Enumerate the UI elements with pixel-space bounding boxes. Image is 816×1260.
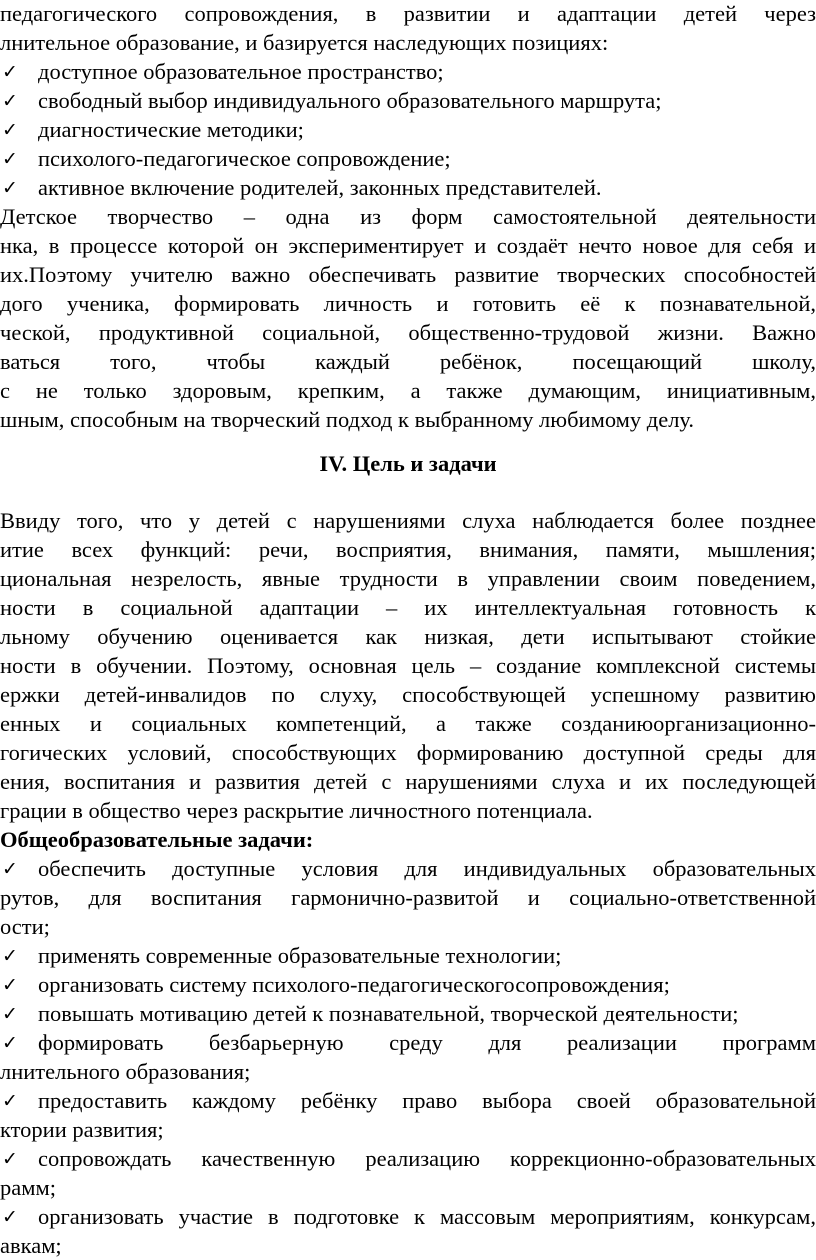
checkmark-icon: ✓	[2, 90, 18, 112]
paragraph-line: гогических условий, способствующих формированию доступной среды для	[0, 740, 816, 765]
paragraph-line: Детское творчество – одна из форм самостоятельной деятельности	[0, 204, 816, 229]
paragraph-line: льному обучению оценивается как низкая, дети испытывают стойкие	[0, 624, 816, 649]
paragraph-line: дого ученика, формировать личность и готовить её к познавательной,	[0, 291, 816, 316]
checkmark-icon: ✓	[2, 1032, 18, 1054]
list-item-continuation: рамм;	[0, 1175, 56, 1200]
paragraph-line: енных и социальных компетенций, а также созданиюорганизационно-	[0, 711, 816, 736]
paragraph-line: их.Поэтому учителю важно обеспечивать развитие творческих способностей	[0, 262, 816, 287]
paragraph-line: циональная незрелость, явные трудности в управлении своим поведением,	[0, 566, 816, 591]
checkmark-icon: ✓	[2, 1003, 18, 1025]
checkmark-icon: ✓	[2, 1090, 18, 1112]
list-item-continuation: рутов, для воспитания гармонично-развитой и социально-ответственной	[0, 885, 816, 910]
checkmark-icon: ✓	[2, 974, 18, 996]
checkmark-icon: ✓	[2, 177, 18, 199]
paragraph-line: шным, способным на творческий подход к выбранному любимому делу.	[0, 407, 695, 432]
list-item: ✓ диагностические методики;	[0, 116, 816, 144]
paragraph-line: ержки детей-инвалидов по слуху, способствующей успешному развитию	[0, 682, 816, 707]
checkmark-icon: ✓	[2, 1148, 18, 1170]
list-item: ✓ применять современные образовательные технологии;	[0, 942, 816, 970]
paragraph-line: ческой, продуктивной социальной, общественно-трудовой жизни. Важно	[0, 320, 816, 345]
paragraph-line: ваться того, чтобы каждый ребёнок, посещающий школу,	[0, 349, 816, 374]
list-item: ✓ активное включение родителей, законных представителей.	[0, 174, 816, 202]
list-item: ✓ психолого-педагогическое сопровождение;	[0, 145, 816, 173]
intro-line-1: педагогического сопровождения, в развитии и адаптации детей через	[0, 1, 816, 26]
checkmark-icon: ✓	[2, 148, 18, 170]
list-item: ✓ свободный выбор индивидуального образовательного маршрута;	[0, 87, 816, 115]
list-item: ✓ повышать мотивацию детей к познавательной, творческой деятельности;	[0, 1000, 816, 1028]
list-item: ✓ доступное образовательное пространство;	[0, 58, 816, 86]
paragraph-line: с не только здоровым, крепким, а также думающим, инициативным,	[0, 378, 816, 403]
list-item-continuation: лнительного образования;	[0, 1059, 251, 1084]
paragraph-line: итие всех функций: речи, восприятия, внимания, памяти, мышления;	[0, 537, 816, 562]
paragraph-line: Ввиду того, что у детей с нарушениями слуха наблюдается более позднее	[0, 508, 816, 533]
checkmark-icon: ✓	[2, 119, 18, 141]
paragraph-line: ения, воспитания и развития детей с нарушениями слуха и их последующей	[0, 769, 816, 794]
list-item: ✓ формировать безбарьерную среду для реализации программ	[0, 1029, 816, 1057]
list-item-continuation: авкам;	[0, 1233, 62, 1258]
list-item: ✓ сопровождать качественную реализацию коррекционно-образовательных	[0, 1145, 816, 1173]
checkmark-icon: ✓	[2, 945, 18, 967]
list-item-continuation: ости;	[0, 914, 50, 939]
paragraph-line: ности в социальной адаптации – их интеллектуальная готовность к	[0, 595, 816, 620]
paragraph-line: грации в общество через раскрытие личностного потенциала.	[0, 798, 593, 823]
checkmark-icon: ✓	[2, 1206, 18, 1228]
tasks-heading: Общеобразовательные задачи:	[0, 827, 314, 852]
list-item: ✓ организовать систему психолого-педагогическогосопровождения;	[0, 971, 816, 999]
checkmark-icon: ✓	[2, 61, 18, 83]
checkmark-icon: ✓	[2, 858, 18, 880]
list-item-continuation: ктории развития;	[0, 1117, 164, 1142]
paragraph-line: ности в обучении. Поэтому, основная цель – создание комплексной системы	[0, 653, 816, 678]
list-item: ✓ обеспечить доступные условия для индивидуальных образовательных	[0, 855, 816, 883]
list-item: ✓ предоставить каждому ребёнку право выбора своей образовательной	[0, 1087, 816, 1115]
intro-line-2: лнительное образование, и базируется наследующих позициях:	[0, 30, 609, 55]
section-title: IV. Цель и задачи	[319, 451, 497, 476]
list-item: ✓ организовать участие в подготовке к массовым мероприятиям, конкурсам,	[0, 1203, 816, 1231]
paragraph-line: нка, в процессе которой он экспериментирует и создаёт нечто новое для себя и	[0, 233, 816, 258]
